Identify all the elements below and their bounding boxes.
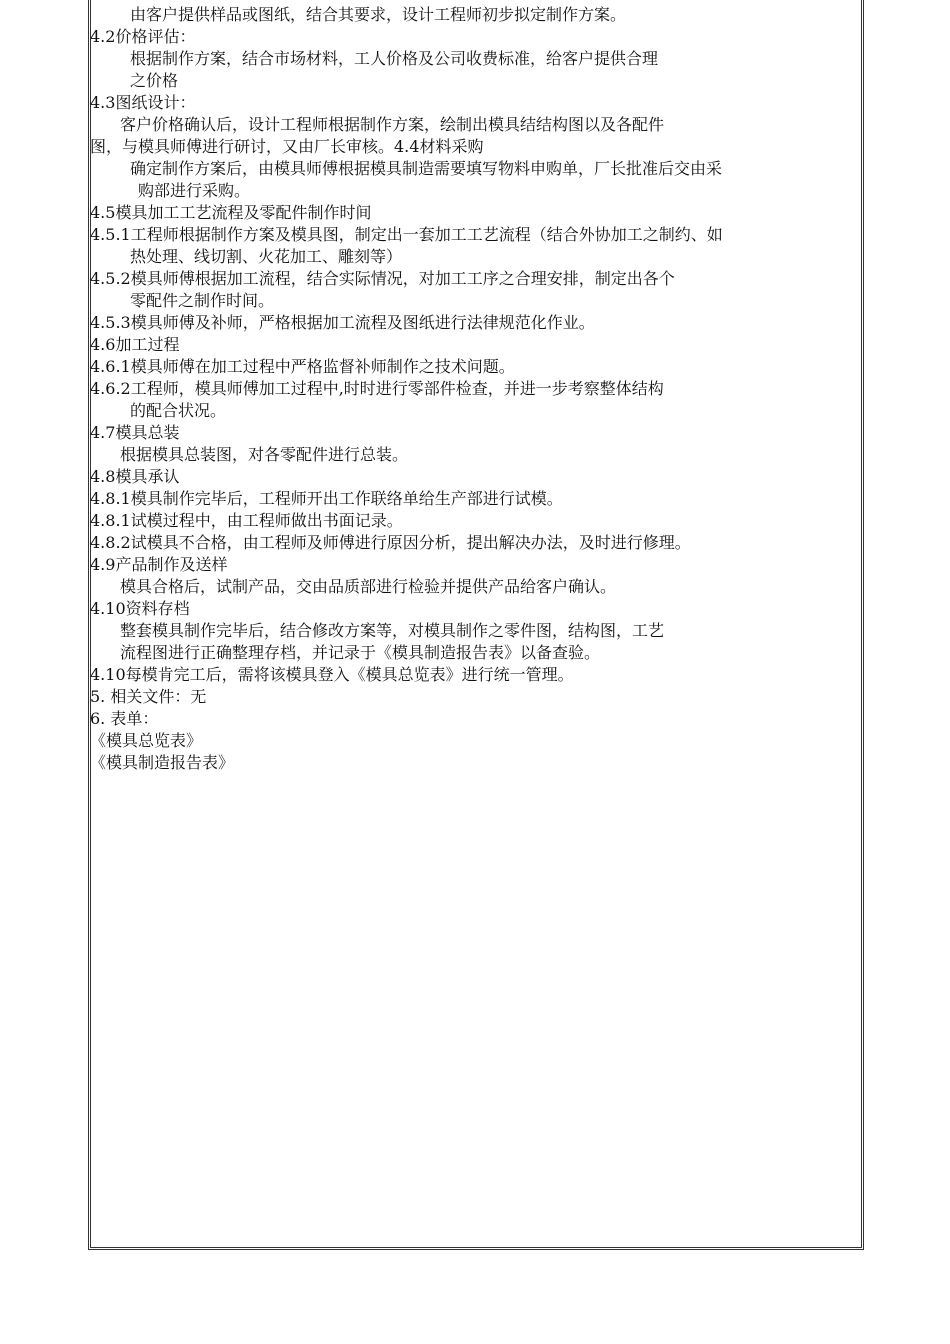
document-line: 4.6加工过程 xyxy=(90,335,180,354)
document-line: 4.9产品制作及送样 xyxy=(90,555,228,574)
document-line: 4.2价格评估： xyxy=(90,27,196,46)
document-line: 4.8模具承认 xyxy=(90,467,180,486)
document-line: 5. 相关文件：无 xyxy=(90,687,207,706)
document-line: 4.6.1模具师傅在加工过程中严格监督补师制作之技术问题。 xyxy=(90,357,515,376)
document-line: 4.5.2模具师傅根据加工流程，结合实际情况，对加工工序之合理安排，制定出各个 xyxy=(90,269,675,288)
document-line: 4.3图纸设计： xyxy=(90,93,196,112)
document-line: 4.8.1试模过程中，由工程师做出书面记录。 xyxy=(90,511,403,530)
document-body xyxy=(90,4,860,774)
document-line: 4.8.2试模具不合格，由工程师及师傅进行原因分析，提出解决办法，及时进行修理。 xyxy=(90,533,691,552)
document-line: 由客户提供样品或图纸，结合其要求，设计工程师初步拟定制作方案。 xyxy=(130,5,627,24)
document-line: 流程图进行正确整理存档，并记录于《模具制造报告表》以备查验。 xyxy=(120,643,601,662)
document-line: 4.10每模肯完工后，需将该模具登入《模具总览表》进行统一管理。 xyxy=(90,665,574,684)
document-line: 根据模具总装图，对各零配件进行总装。 xyxy=(120,445,409,464)
document-line: 4.8.1模具制作完毕后，工程师开出工作联络单给生产部进行试模。 xyxy=(90,489,563,508)
document-line: 图，与模具师傅进行研讨，又由厂长审核。4.4材料采购 xyxy=(90,137,484,156)
document-line: 根据制作方案，结合市场材料，工人价格及公司收费标准，给客户提供合理 xyxy=(130,49,659,68)
document-line: 的配合状况。 xyxy=(130,401,227,420)
document-line: 4.6.2工程师，模具师傅加工过程中,时时进行零部件检查，并进一步考察整体结构 xyxy=(90,379,664,398)
document-line: 《模具制造报告表》 xyxy=(90,753,235,772)
document-line: 整套模具制作完毕后，结合修改方案等，对模具制作之零件图，结构图，工艺 xyxy=(120,621,665,640)
document-line: 之价格 xyxy=(130,71,179,90)
document-line: 确定制作方案后，由模具师傅根据模具制造需要填写物料申购单，厂长批准后交由采 xyxy=(130,159,723,178)
document-line: 4.5.1工程师根据制作方案及模具图，制定出一套加工工艺流程（结合外协加工之制约、如 xyxy=(90,225,723,244)
document-line: 《模具总览表》 xyxy=(90,731,203,750)
document-line: 4.5模具加工工艺流程及零配件制作时间 xyxy=(90,203,372,222)
document-line: 4.10资料存档 xyxy=(90,599,190,618)
document-line: 购部进行采购。 xyxy=(138,181,251,200)
document-line: 热处理、线切割、火花加工、雕刻等） xyxy=(130,247,403,266)
document-line: 6. 表单： xyxy=(90,709,159,728)
document-line: 4.7模具总装 xyxy=(90,423,180,442)
document-line: 零配件之制作时间。 xyxy=(130,291,275,310)
document-line: 4.5.3模具师傅及补师，严格根据加工流程及图纸进行法律规范化作业。 xyxy=(90,313,595,332)
document-line: 模具合格后，试制产品，交由品质部进行检验并提供产品给客户确认。 xyxy=(120,577,617,596)
document-line: 客户价格确认后，设计工程师根据制作方案，绘制出模具结结构图以及各配件 xyxy=(120,115,665,134)
